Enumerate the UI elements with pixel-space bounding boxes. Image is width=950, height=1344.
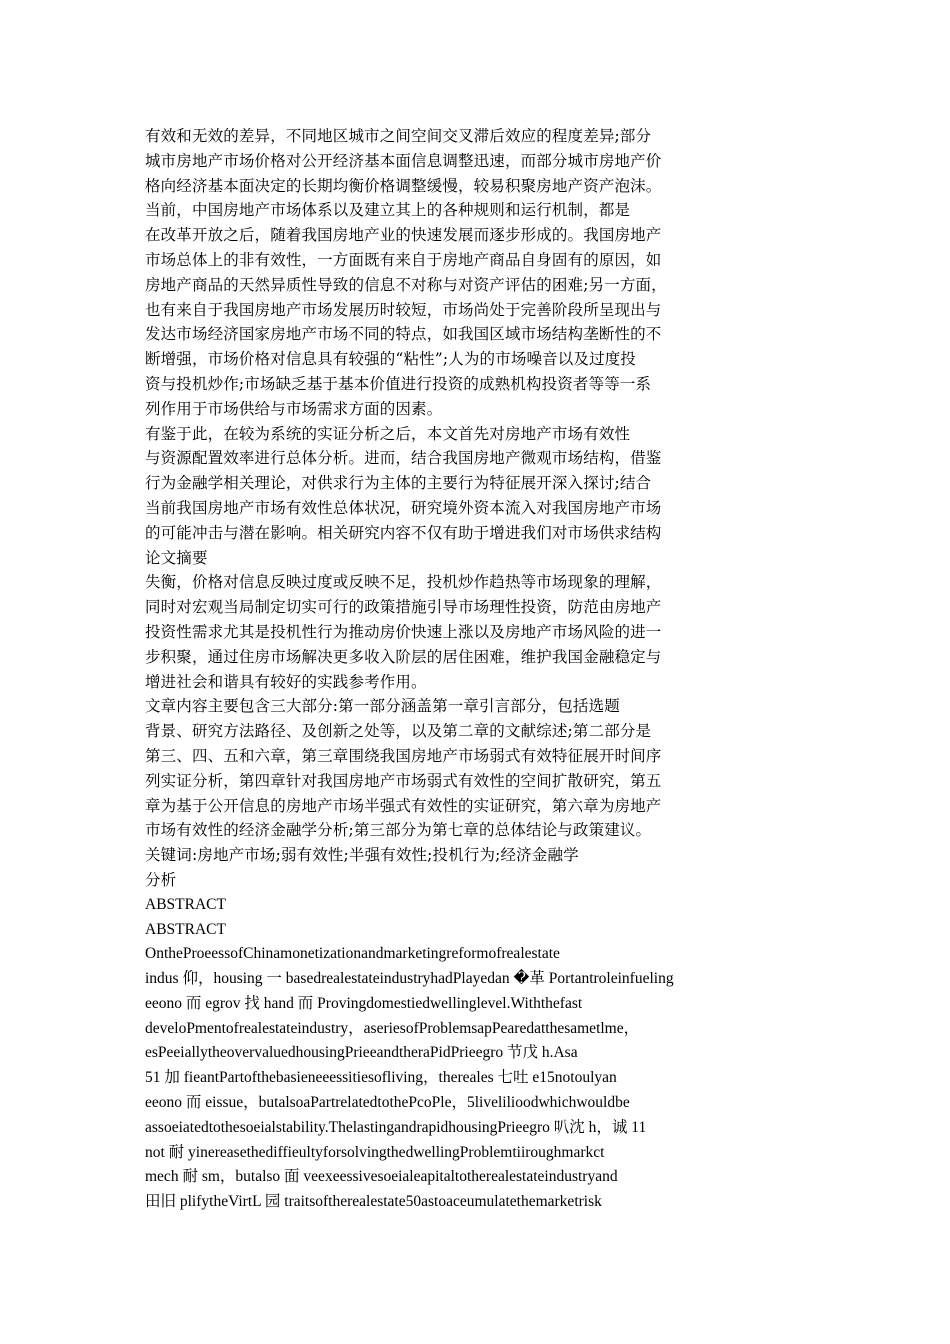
text-line: 51 加 fieantPartofthebasieneeessitiesofliving，thereales 七吐 e15notoulyan xyxy=(145,1069,617,1087)
text-line: indus 仰，housing 一 basedrealestateindustryhadPlayedan �革 Portantroleinfueling xyxy=(145,970,674,988)
text-line: 断增强，市场价格对信息具有较强的“粘性”;人为的市场噪音以及过度投 xyxy=(145,350,637,369)
text-line: 章为基于公开信息的房地产市场半强式有效性的实证研究，第六章为房地产 xyxy=(145,796,662,815)
text-line: 在改革开放之后，随着我国房地产业的快速发展而逐步形成的。我国房地产 xyxy=(145,226,662,245)
text-line: 失衡，价格对信息反映过度或反映不足，投机炒作趋热等市场现象的理解， xyxy=(145,573,662,592)
text-line: 列作用于市场供给与市场需求方面的因素。 xyxy=(145,399,443,418)
text-line: 投资性需求尤其是投机性行为推动房价快速上涨以及房地产市场风险的进一 xyxy=(145,622,662,641)
document-body xyxy=(145,124,705,1215)
keywords-line: 分析 xyxy=(145,870,177,889)
text-line: 有鉴于此，在较为系统的实证分析之后，本文首先对房地产市场有效性 xyxy=(145,424,631,443)
text-line: 资与投机炒作;市场缺乏基于基本价值进行投资的成熟机构投资者等等一系 xyxy=(145,374,652,393)
text-line: 房地产商品的天然异质性导致的信息不对称与对资产评估的困难;另一方面， xyxy=(145,275,667,294)
text-line: assoeiatedtothesoeialstability.ThelastingandrapidhousingPrieegro 叭沈 h，诚 11 xyxy=(145,1118,647,1136)
text-line: 发达市场经济国家房地产市场不同的特点，如我国区域市场结构垄断性的不 xyxy=(145,325,662,344)
text-line: 城市房地产市场价格对公开经济基本面信息调整迅速，而部分城市房地产价 xyxy=(145,151,662,170)
text-line: not 耐 yinereasethediffieultyforsolvingthedwellingProblemtiiroughmarkct xyxy=(145,1143,605,1161)
text-line: OntheProeessofChinamonetizationandmarketingreformofrealestate xyxy=(145,945,560,963)
text-line: eeono 而 egrov 找 hand 而 Provingdomestiedwellinglevel.Withthefast xyxy=(145,994,583,1012)
text-line: 田旧 plifytheVirtL 园 traitsoftherealestate50astoaceumulatethemarketrisk xyxy=(145,1193,602,1211)
text-line: develoPmentofrealestateindustry，aseriesofProblemsapPearedatthesametlme， xyxy=(145,1019,640,1037)
text-line: mech 耐 sm，butalso 面 veexeessivesoeialeapitaltotherealestateindustryand xyxy=(145,1168,618,1186)
text-line: 增进社会和谐具有较好的实践参考作用。 xyxy=(145,672,427,691)
text-line: 步积聚，通过住房市场解决更多收入阶层的居住困难，维护我国金融稳定与 xyxy=(145,647,662,666)
keywords-line: 关键词:房地产市场;弱有效性;半强有效性;投机行为;经济金融学 xyxy=(145,846,579,865)
text-line: 当前，中国房地产市场体系以及建立其上的各种规则和运行机制，都是 xyxy=(145,201,631,220)
abstract-heading: ABSTRACT xyxy=(145,895,226,913)
text-line: esPeeiallytheovervaluedhousingPrieeandtheraPidPrieegro 节戊 h.Asa xyxy=(145,1044,578,1062)
text-line: 背景、研究方法路径、及创新之处等，以及第二章的文献综述;第二部分是 xyxy=(145,722,652,741)
text-line: 也有来自于我国房地产市场发展历时较短，市场尚处于完善阶段所呈现出与 xyxy=(145,300,662,319)
text-line: 文章内容主要包含三大部分:第一部分涵盖第一章引言部分，包括选题 xyxy=(145,697,620,716)
text-line: eeono 而 eissue，butalsoaPartrelatedtothePcoPle，5livelilioodwhichwouldbe xyxy=(145,1094,630,1112)
text-line: 与资源配置效率进行总体分析。进而，结合我国房地产微观市场结构，借鉴 xyxy=(145,449,662,468)
text-line: 市场有效性的经济金融学分析;第三部分为第七章的总体结论与政策建议。 xyxy=(145,821,652,840)
section-heading: 论文摘要 xyxy=(145,548,208,567)
text-line: 行为金融学相关理论，对供求行为主体的主要行为特征展开深入探讨;结合 xyxy=(145,474,652,493)
text-line: 当前我国房地产市场有效性总体状况，研究境外资本流入对我国房地产市场 xyxy=(145,498,662,517)
abstract-heading: ABSTRACT xyxy=(145,920,226,938)
text-line: 市场总体上的非有效性，一方面既有来自于房地产商品自身固有的原因，如 xyxy=(145,250,662,269)
text-line: 列实证分析，第四章针对我国房地产市场弱式有效性的空间扩散研究，第五 xyxy=(145,771,662,790)
text-line: 第三、四、五和六章，第三章围绕我国房地产市场弱式有效特征展开时间序 xyxy=(145,746,662,765)
text-line: 同时对宏观当局制定切实可行的政策措施引导市场理性投资，防范由房地产 xyxy=(145,598,662,617)
text-line: 有效和无效的差异，不同地区城市之间空间交叉滞后效应的程度差异;部分 xyxy=(145,127,652,145)
text-line: 的可能冲击与潜在影响。相关研究内容不仅有助于增进我们对市场供求结构 xyxy=(145,523,662,542)
text-line: 格向经济基本面决定的长期均衡价格调整缓慢，较易积聚房地产资产泡沫。 xyxy=(145,176,662,195)
